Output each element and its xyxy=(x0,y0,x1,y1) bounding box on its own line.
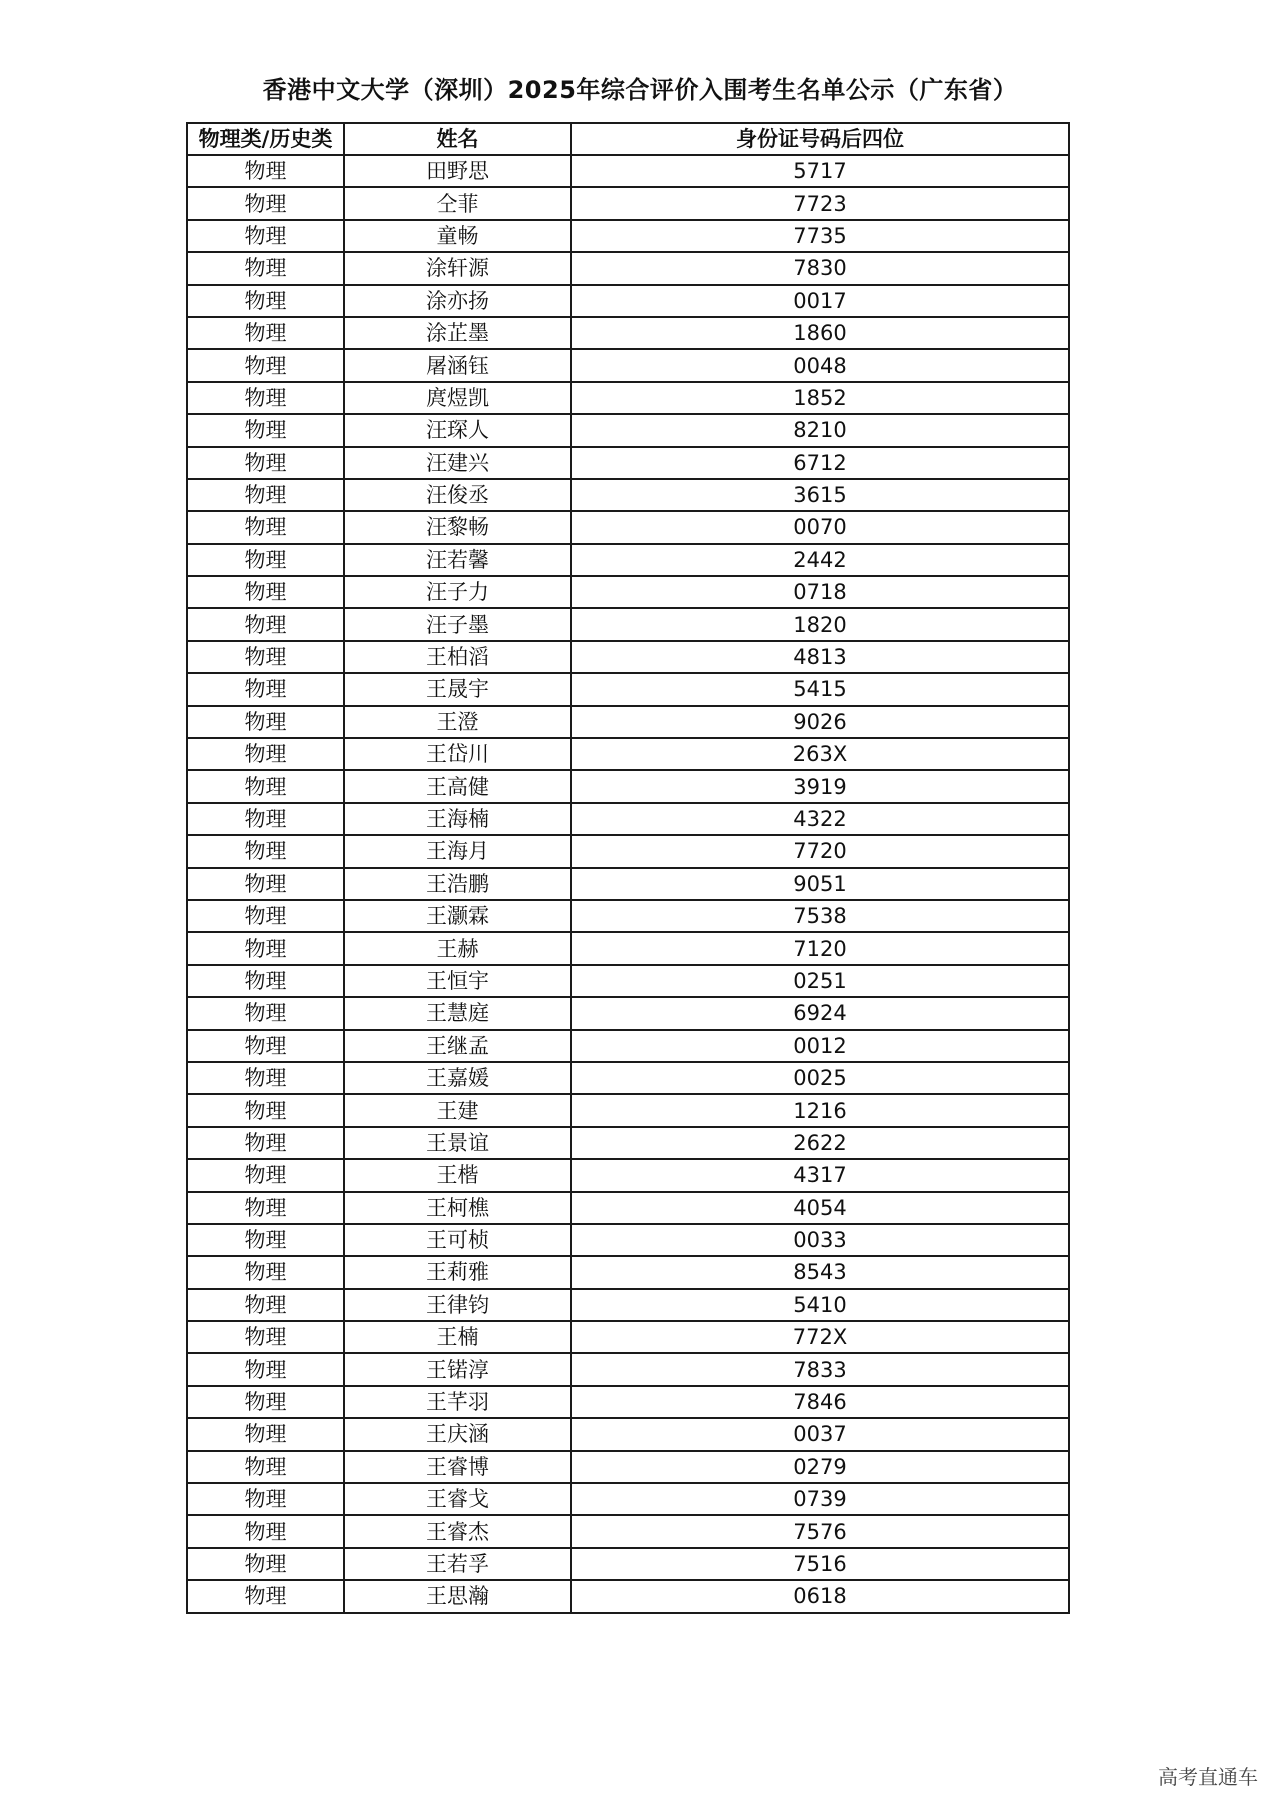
table-row xyxy=(187,447,1069,479)
candidate-table xyxy=(186,122,1070,1614)
cell-id-last4: 4054 xyxy=(571,1192,1069,1224)
cell-name: 王芊羽 xyxy=(344,1386,571,1418)
table-row xyxy=(187,738,1069,770)
cell-name: 田野思 xyxy=(344,155,571,187)
cell-category: 物理 xyxy=(187,447,344,479)
table-row xyxy=(187,1548,1069,1580)
cell-category: 物理 xyxy=(187,317,344,349)
cell-id-last4: 0037 xyxy=(571,1418,1069,1450)
table-row xyxy=(187,479,1069,511)
cell-name: 童畅 xyxy=(344,220,571,252)
cell-name: 王莉雅 xyxy=(344,1256,571,1288)
cell-id-last4: 1820 xyxy=(571,608,1069,640)
cell-category: 物理 xyxy=(187,868,344,900)
table-row xyxy=(187,1580,1069,1612)
table-row xyxy=(187,1256,1069,1288)
cell-category: 物理 xyxy=(187,544,344,576)
cell-name: 王岱川 xyxy=(344,738,571,770)
cell-category: 物理 xyxy=(187,1062,344,1094)
cell-category: 物理 xyxy=(187,1127,344,1159)
cell-name: 王睿博 xyxy=(344,1451,571,1483)
cell-category: 物理 xyxy=(187,932,344,964)
cell-id-last4: 7120 xyxy=(571,932,1069,964)
cell-id-last4: 4813 xyxy=(571,641,1069,673)
table-row xyxy=(187,1062,1069,1094)
table-row xyxy=(187,1483,1069,1515)
cell-category: 物理 xyxy=(187,1483,344,1515)
watermark: 高考直通车 xyxy=(1158,1765,1258,1789)
cell-name: 王晟宇 xyxy=(344,673,571,705)
cell-id-last4: 7846 xyxy=(571,1386,1069,1418)
table-row xyxy=(187,1353,1069,1385)
cell-id-last4: 7833 xyxy=(571,1353,1069,1385)
cell-category: 物理 xyxy=(187,187,344,219)
cell-category: 物理 xyxy=(187,220,344,252)
table-row xyxy=(187,544,1069,576)
table-row xyxy=(187,1515,1069,1547)
cell-name: 汪子墨 xyxy=(344,608,571,640)
cell-category: 物理 xyxy=(187,1224,344,1256)
table-row xyxy=(187,1386,1069,1418)
cell-name: 屠涵钰 xyxy=(344,349,571,381)
table-row xyxy=(187,1030,1069,1062)
table-row xyxy=(187,317,1069,349)
table-row xyxy=(187,932,1069,964)
cell-category: 物理 xyxy=(187,1192,344,1224)
table-row xyxy=(187,252,1069,284)
cell-id-last4: 1216 xyxy=(571,1094,1069,1126)
cell-id-last4: 7538 xyxy=(571,900,1069,932)
cell-id-last4: 263X xyxy=(571,738,1069,770)
table-row xyxy=(187,1289,1069,1321)
cell-name: 汪子力 xyxy=(344,576,571,608)
cell-category: 物理 xyxy=(187,641,344,673)
cell-id-last4: 5717 xyxy=(571,155,1069,187)
cell-name: 王海楠 xyxy=(344,803,571,835)
cell-category: 物理 xyxy=(187,576,344,608)
cell-id-last4: 9051 xyxy=(571,868,1069,900)
cell-category: 物理 xyxy=(187,997,344,1029)
cell-category: 物理 xyxy=(187,1256,344,1288)
table-row xyxy=(187,220,1069,252)
cell-name: 涂轩源 xyxy=(344,252,571,284)
table-row xyxy=(187,1094,1069,1126)
cell-id-last4: 3615 xyxy=(571,479,1069,511)
cell-name: 王嘉媛 xyxy=(344,1062,571,1094)
table-row xyxy=(187,997,1069,1029)
cell-name: 王慧庭 xyxy=(344,997,571,1029)
cell-id-last4: 2442 xyxy=(571,544,1069,576)
cell-id-last4: 7735 xyxy=(571,220,1069,252)
cell-id-last4: 1852 xyxy=(571,382,1069,414)
table-row xyxy=(187,1418,1069,1450)
cell-id-last4: 4317 xyxy=(571,1159,1069,1191)
table-row xyxy=(187,511,1069,543)
header-name: 姓名 xyxy=(344,123,571,155)
cell-name: 汪建兴 xyxy=(344,447,571,479)
cell-id-last4: 4322 xyxy=(571,803,1069,835)
cell-category: 物理 xyxy=(187,479,344,511)
cell-name: 王柯樵 xyxy=(344,1192,571,1224)
cell-category: 物理 xyxy=(187,608,344,640)
cell-name: 王灏霖 xyxy=(344,900,571,932)
table-header xyxy=(187,123,1069,155)
cell-name: 王楠 xyxy=(344,1321,571,1353)
cell-name: 王高健 xyxy=(344,770,571,802)
cell-id-last4: 0279 xyxy=(571,1451,1069,1483)
cell-category: 物理 xyxy=(187,1030,344,1062)
cell-category: 物理 xyxy=(187,835,344,867)
cell-name: 汪俊丞 xyxy=(344,479,571,511)
cell-name: 王律钧 xyxy=(344,1289,571,1321)
cell-id-last4: 2622 xyxy=(571,1127,1069,1159)
header-row xyxy=(187,123,1069,155)
cell-name: 王可桢 xyxy=(344,1224,571,1256)
cell-id-last4: 5410 xyxy=(571,1289,1069,1321)
cell-name: 王景谊 xyxy=(344,1127,571,1159)
cell-id-last4: 8210 xyxy=(571,414,1069,446)
cell-category: 物理 xyxy=(187,900,344,932)
cell-id-last4: 8543 xyxy=(571,1256,1069,1288)
table-row xyxy=(187,187,1069,219)
header-id-last4: 身份证号码后四位 xyxy=(571,123,1069,155)
cell-category: 物理 xyxy=(187,349,344,381)
cell-name: 汪若馨 xyxy=(344,544,571,576)
cell-name: 王赫 xyxy=(344,932,571,964)
table-row xyxy=(187,868,1069,900)
cell-name: 王锘淳 xyxy=(344,1353,571,1385)
cell-name: 王柏滔 xyxy=(344,641,571,673)
cell-id-last4: 7723 xyxy=(571,187,1069,219)
cell-id-last4: 5415 xyxy=(571,673,1069,705)
cell-id-last4: 7576 xyxy=(571,1515,1069,1547)
cell-category: 物理 xyxy=(187,1451,344,1483)
cell-category: 物理 xyxy=(187,382,344,414)
cell-category: 物理 xyxy=(187,738,344,770)
table-row xyxy=(187,1192,1069,1224)
table-row xyxy=(187,770,1069,802)
cell-category: 物理 xyxy=(187,414,344,446)
cell-category: 物理 xyxy=(187,803,344,835)
table-row xyxy=(187,155,1069,187)
cell-id-last4: 9026 xyxy=(571,706,1069,738)
table-row xyxy=(187,608,1069,640)
cell-category: 物理 xyxy=(187,285,344,317)
table-row xyxy=(187,673,1069,705)
cell-name: 王楷 xyxy=(344,1159,571,1191)
table-body xyxy=(187,155,1069,1613)
table-row xyxy=(187,900,1069,932)
cell-id-last4: 0012 xyxy=(571,1030,1069,1062)
cell-id-last4: 3919 xyxy=(571,770,1069,802)
cell-id-last4: 0017 xyxy=(571,285,1069,317)
cell-category: 物理 xyxy=(187,1094,344,1126)
cell-name: 王继孟 xyxy=(344,1030,571,1062)
cell-category: 物理 xyxy=(187,1353,344,1385)
cell-name: 王庆涵 xyxy=(344,1418,571,1450)
cell-category: 物理 xyxy=(187,706,344,738)
table-row xyxy=(187,706,1069,738)
table-row xyxy=(187,1321,1069,1353)
cell-category: 物理 xyxy=(187,1289,344,1321)
cell-category: 物理 xyxy=(187,1321,344,1353)
cell-category: 物理 xyxy=(187,1386,344,1418)
cell-id-last4: 772X xyxy=(571,1321,1069,1353)
cell-category: 物理 xyxy=(187,155,344,187)
cell-name: 涂亦扬 xyxy=(344,285,571,317)
table-row xyxy=(187,1451,1069,1483)
cell-name: 王海月 xyxy=(344,835,571,867)
cell-id-last4: 6712 xyxy=(571,447,1069,479)
cell-id-last4: 6924 xyxy=(571,997,1069,1029)
cell-name: 王澄 xyxy=(344,706,571,738)
cell-name: 王睿杰 xyxy=(344,1515,571,1547)
page-title: 香港中文大学（深圳）2025年综合评价入围考生名单公示（广东省） xyxy=(262,76,1018,104)
cell-category: 物理 xyxy=(187,1418,344,1450)
cell-category: 物理 xyxy=(187,965,344,997)
cell-name: 王睿戈 xyxy=(344,1483,571,1515)
cell-id-last4: 0618 xyxy=(571,1580,1069,1612)
cell-category: 物理 xyxy=(187,252,344,284)
cell-id-last4: 0033 xyxy=(571,1224,1069,1256)
cell-category: 物理 xyxy=(187,673,344,705)
cell-name: 汪琛人 xyxy=(344,414,571,446)
table-row xyxy=(187,382,1069,414)
header-category: 物理类/历史类 xyxy=(187,123,344,155)
cell-category: 物理 xyxy=(187,1159,344,1191)
table-row xyxy=(187,803,1069,835)
cell-id-last4: 0025 xyxy=(571,1062,1069,1094)
table-row xyxy=(187,835,1069,867)
table-row xyxy=(187,349,1069,381)
cell-name: 王建 xyxy=(344,1094,571,1126)
cell-category: 物理 xyxy=(187,1548,344,1580)
cell-id-last4: 0048 xyxy=(571,349,1069,381)
table-row xyxy=(187,576,1069,608)
table-row xyxy=(187,1159,1069,1191)
table-row xyxy=(187,641,1069,673)
cell-name: 汪黎畅 xyxy=(344,511,571,543)
cell-name: 王思瀚 xyxy=(344,1580,571,1612)
cell-category: 物理 xyxy=(187,1515,344,1547)
table-row xyxy=(187,965,1069,997)
cell-id-last4: 0718 xyxy=(571,576,1069,608)
cell-name: 涂芷墨 xyxy=(344,317,571,349)
cell-id-last4: 7720 xyxy=(571,835,1069,867)
cell-id-last4: 7516 xyxy=(571,1548,1069,1580)
table-row xyxy=(187,1224,1069,1256)
cell-id-last4: 1860 xyxy=(571,317,1069,349)
cell-category: 物理 xyxy=(187,1580,344,1612)
cell-category: 物理 xyxy=(187,770,344,802)
table-row xyxy=(187,285,1069,317)
table-row xyxy=(187,414,1069,446)
cell-name: 王恒宇 xyxy=(344,965,571,997)
cell-name: 庹煜凯 xyxy=(344,382,571,414)
cell-id-last4: 0070 xyxy=(571,511,1069,543)
table-row xyxy=(187,1127,1069,1159)
cell-id-last4: 0251 xyxy=(571,965,1069,997)
cell-category: 物理 xyxy=(187,511,344,543)
cell-id-last4: 0739 xyxy=(571,1483,1069,1515)
cell-name: 仝菲 xyxy=(344,187,571,219)
cell-name: 王若孚 xyxy=(344,1548,571,1580)
cell-id-last4: 7830 xyxy=(571,252,1069,284)
cell-name: 王浩鹏 xyxy=(344,868,571,900)
